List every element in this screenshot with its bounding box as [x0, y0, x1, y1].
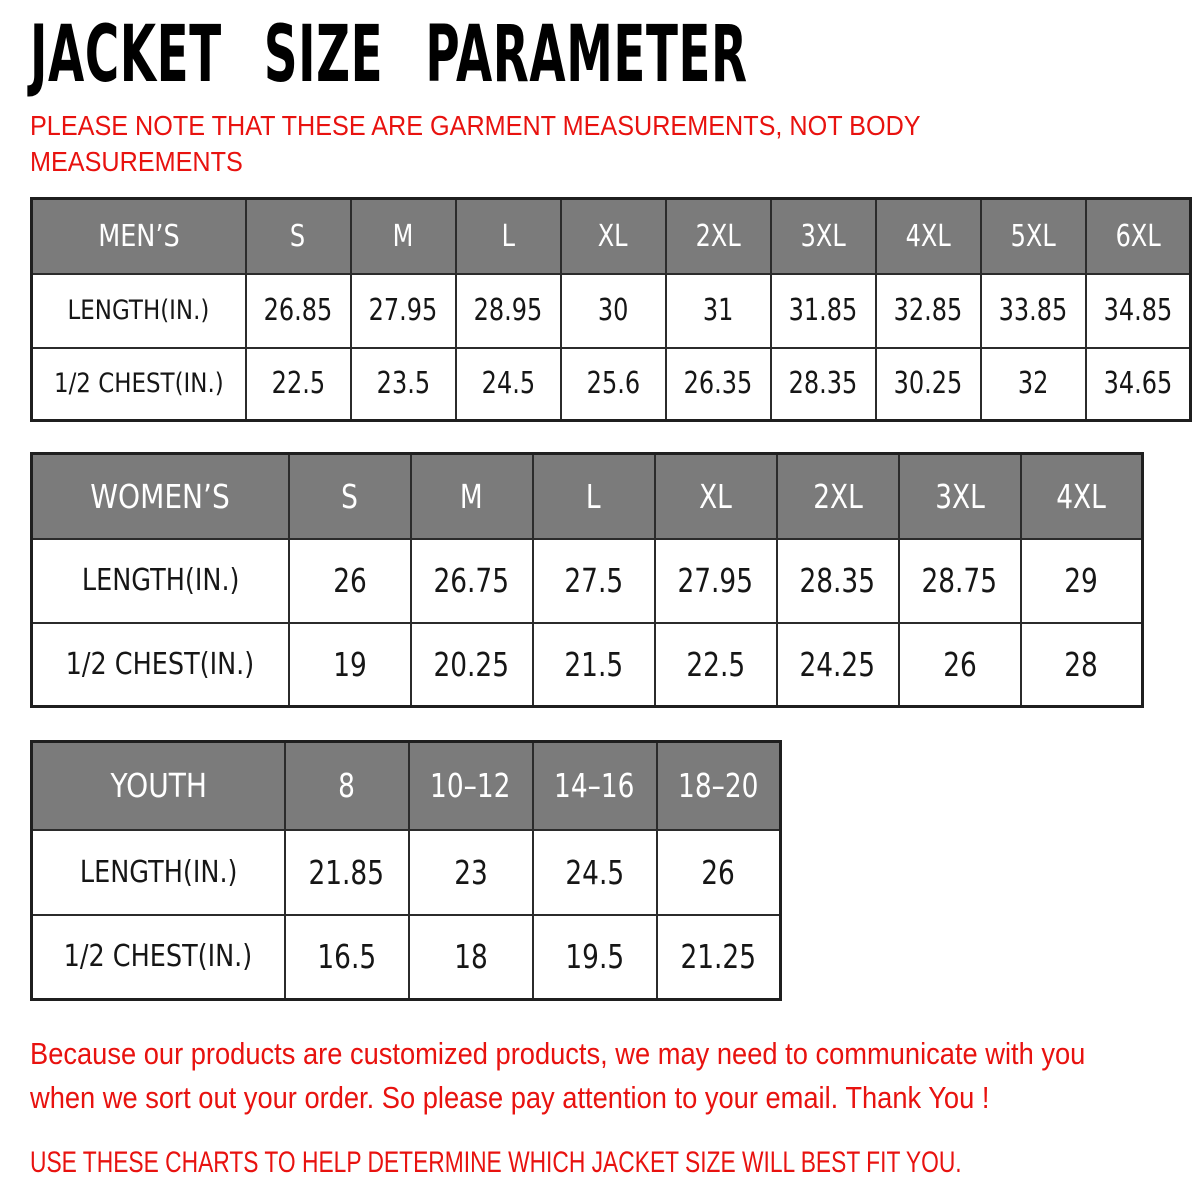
youth-chest-row: [32, 915, 781, 1000]
womens-length-value: [533, 539, 655, 623]
mens-chest-value: [456, 348, 561, 421]
womens-header-row: [32, 454, 1143, 539]
mens-chest-row: [32, 348, 1191, 421]
youth-size-table: [30, 740, 782, 1001]
womens-length-value: [289, 539, 411, 623]
youth-chest-value: [285, 915, 409, 1000]
mens-chest-value: [246, 348, 351, 421]
note-line-2: MEASUREMENTS: [30, 146, 243, 177]
mens-chest-value: [771, 348, 876, 421]
youth-size-col-10-12: [409, 742, 533, 830]
cell-text: WOMEN’S: [90, 476, 230, 516]
youth-size-col-18-20: [657, 742, 781, 830]
cell-text: 22.5: [271, 366, 325, 402]
youth-length-label: [32, 830, 285, 915]
mens-length-label: [32, 274, 246, 348]
cell-text: 31: [702, 293, 734, 328]
mens-chest-value: [351, 348, 456, 421]
youth-table-title: [32, 742, 285, 830]
mens-size-col-5xl: [981, 199, 1086, 274]
mens-length-value: [981, 274, 1086, 348]
cell-text: 4XL: [905, 218, 951, 254]
note-line-1: PLEASE NOTE THAT THESE ARE GARMENT MEASUREMENTS, NOT BODY: [30, 110, 921, 141]
mens-size-col-xl: [561, 199, 666, 274]
womens-chest-label: [32, 623, 289, 707]
womens-chest-row: [32, 623, 1143, 707]
cell-text: 26.85: [263, 293, 333, 328]
youth-length-value: [533, 830, 657, 915]
mens-size-col-3xl: [771, 199, 876, 274]
womens-length-row: [32, 539, 1143, 623]
cell-text: 29: [1064, 561, 1099, 600]
cell-text: 3XL: [800, 218, 846, 254]
mens-length-value: [561, 274, 666, 348]
mens-length-value: [666, 274, 771, 348]
mens-size-col-l: [456, 199, 561, 274]
footer-line-2: when we sort out your order. So please pay attention to your email. Thank You !: [30, 1080, 990, 1115]
cell-text: 28.35: [799, 561, 876, 600]
womens-chest-value: [899, 623, 1021, 707]
womens-chest-value: [777, 623, 899, 707]
cell-text: 30.25: [893, 366, 963, 402]
cell-text: L: [501, 218, 515, 254]
cell-text: S: [341, 476, 358, 516]
womens-size-col-3xl: [899, 454, 1021, 539]
cell-text: 18–20: [678, 766, 759, 806]
cell-text: 25.6: [586, 366, 640, 402]
mens-size-col-2xl: [666, 199, 771, 274]
mens-length-value: [771, 274, 876, 348]
womens-chest-value: [1021, 623, 1143, 707]
mens-size-col-6xl: [1086, 199, 1191, 274]
cell-text: 21.25: [680, 937, 757, 977]
cell-text: 32: [1017, 366, 1049, 402]
cell-text: 24.25: [799, 644, 876, 684]
youth-chest-label: [32, 915, 285, 1000]
womens-size-col-4xl: [1021, 454, 1143, 539]
cell-text: 2XL: [695, 218, 741, 254]
cell-text: 18: [453, 937, 488, 977]
womens-size-col-2xl: [777, 454, 899, 539]
mens-table-title: [32, 199, 246, 274]
cell-text: YOUTH: [110, 766, 207, 806]
cell-text: L: [586, 476, 601, 516]
mens-header-row: [32, 199, 1191, 274]
cell-text: 16.5: [317, 937, 376, 977]
page-title-text: JACKET SIZE PARAMETER: [30, 10, 748, 100]
cell-text: 34.65: [1103, 366, 1173, 402]
cell-text: 1/2 CHEST(IN.): [65, 646, 255, 682]
cell-text: 2XL: [812, 476, 863, 516]
customization-notice: [30, 1032, 1200, 1120]
cell-text: 31.85: [788, 293, 858, 328]
mens-size-col-m: [351, 199, 456, 274]
cell-text: 21.5: [564, 644, 623, 684]
cell-text: LENGTH(IN.): [81, 563, 240, 598]
cell-text: 23: [453, 852, 488, 892]
cell-text: 1/2 CHEST(IN.): [63, 939, 253, 975]
youth-chest-value: [657, 915, 781, 1000]
footer-line-1: Because our products are customized products, we may need to communicate with you: [30, 1036, 1086, 1071]
cell-text: 28.75: [921, 561, 998, 600]
mens-length-value: [246, 274, 351, 348]
mens-size-table: [30, 197, 1192, 422]
womens-table-title: [32, 454, 289, 539]
cell-text: 4XL: [1056, 476, 1107, 516]
cell-text: 28.35: [788, 366, 858, 402]
cell-text: 5XL: [1010, 218, 1056, 254]
chart-usage-note: [30, 1146, 1200, 1180]
cell-text: XL: [598, 218, 628, 254]
youth-size-col-8: [285, 742, 409, 830]
womens-size-col-l: [533, 454, 655, 539]
womens-length-value: [1021, 539, 1143, 623]
cell-text: 33.85: [998, 293, 1068, 328]
cell-text: 8: [338, 766, 355, 806]
cell-text: 23.5: [376, 366, 430, 402]
womens-chest-value: [289, 623, 411, 707]
mens-chest-value: [876, 348, 981, 421]
cell-text: 24.5: [565, 852, 624, 892]
cell-text: 27.95: [677, 561, 754, 600]
cell-text: 28: [1064, 644, 1099, 684]
mens-chest-value: [666, 348, 771, 421]
cell-text: 27.95: [368, 293, 438, 328]
cell-text: S: [290, 218, 306, 254]
cell-text: 19.5: [565, 937, 624, 977]
mens-length-value: [1086, 274, 1191, 348]
cell-text: 22.5: [686, 644, 745, 684]
cell-text: M: [460, 476, 483, 516]
footer-line-3: USE THESE CHARTS TO HELP DETERMINE WHICH JACKET SIZE WILL BEST FIT YOU.: [30, 1146, 962, 1179]
mens-length-row: [32, 274, 1191, 348]
mens-size-col-4xl: [876, 199, 981, 274]
cell-text: 30: [597, 293, 629, 328]
cell-text: 10–12: [430, 766, 511, 806]
womens-length-label: [32, 539, 289, 623]
cell-text: 32.85: [893, 293, 963, 328]
mens-length-value: [351, 274, 456, 348]
cell-text: 20.25: [433, 644, 510, 684]
youth-length-value: [409, 830, 533, 915]
womens-size-col-s: [289, 454, 411, 539]
mens-chest-value: [981, 348, 1086, 421]
womens-chest-value: [655, 623, 777, 707]
womens-length-value: [411, 539, 533, 623]
youth-chest-value: [533, 915, 657, 1000]
mens-length-value: [456, 274, 561, 348]
cell-text: 26: [701, 852, 736, 892]
garment-measurement-note: [30, 108, 1020, 180]
youth-length-value: [285, 830, 409, 915]
cell-text: 26: [332, 561, 367, 600]
cell-text: 26: [942, 644, 977, 684]
womens-length-value: [899, 539, 1021, 623]
cell-text: 24.5: [481, 366, 535, 402]
cell-text: 19: [332, 644, 367, 684]
cell-text: XL: [699, 476, 732, 516]
cell-text: 28.95: [473, 293, 543, 328]
womens-size-col-xl: [655, 454, 777, 539]
mens-size-col-s: [246, 199, 351, 274]
cell-text: 14–16: [554, 766, 635, 806]
youth-length-row: [32, 830, 781, 915]
mens-length-value: [876, 274, 981, 348]
cell-text: 27.5: [564, 561, 623, 600]
youth-size-col-14-16: [533, 742, 657, 830]
womens-length-value: [655, 539, 777, 623]
youth-header-row: [32, 742, 781, 830]
page-title: [30, 10, 1200, 100]
cell-text: M: [392, 218, 414, 254]
mens-chest-value: [561, 348, 666, 421]
mens-chest-value: [1086, 348, 1191, 421]
womens-length-value: [777, 539, 899, 623]
cell-text: 1/2 CHEST(IN.): [53, 368, 224, 400]
womens-size-col-m: [411, 454, 533, 539]
cell-text: 34.85: [1103, 293, 1173, 328]
youth-length-value: [657, 830, 781, 915]
mens-chest-label: [32, 348, 246, 421]
womens-chest-value: [533, 623, 655, 707]
cell-text: 26.35: [683, 366, 753, 402]
cell-text: 26.75: [433, 561, 510, 600]
cell-text: LENGTH(IN.): [67, 295, 210, 326]
cell-text: LENGTH(IN.): [79, 854, 238, 890]
cell-text: 3XL: [934, 476, 985, 516]
womens-chest-value: [411, 623, 533, 707]
cell-text: MEN’S: [98, 218, 180, 254]
womens-size-table: [30, 452, 1144, 708]
cell-text: 21.85: [308, 852, 385, 892]
youth-chest-value: [409, 915, 533, 1000]
cell-text: 6XL: [1115, 218, 1161, 254]
